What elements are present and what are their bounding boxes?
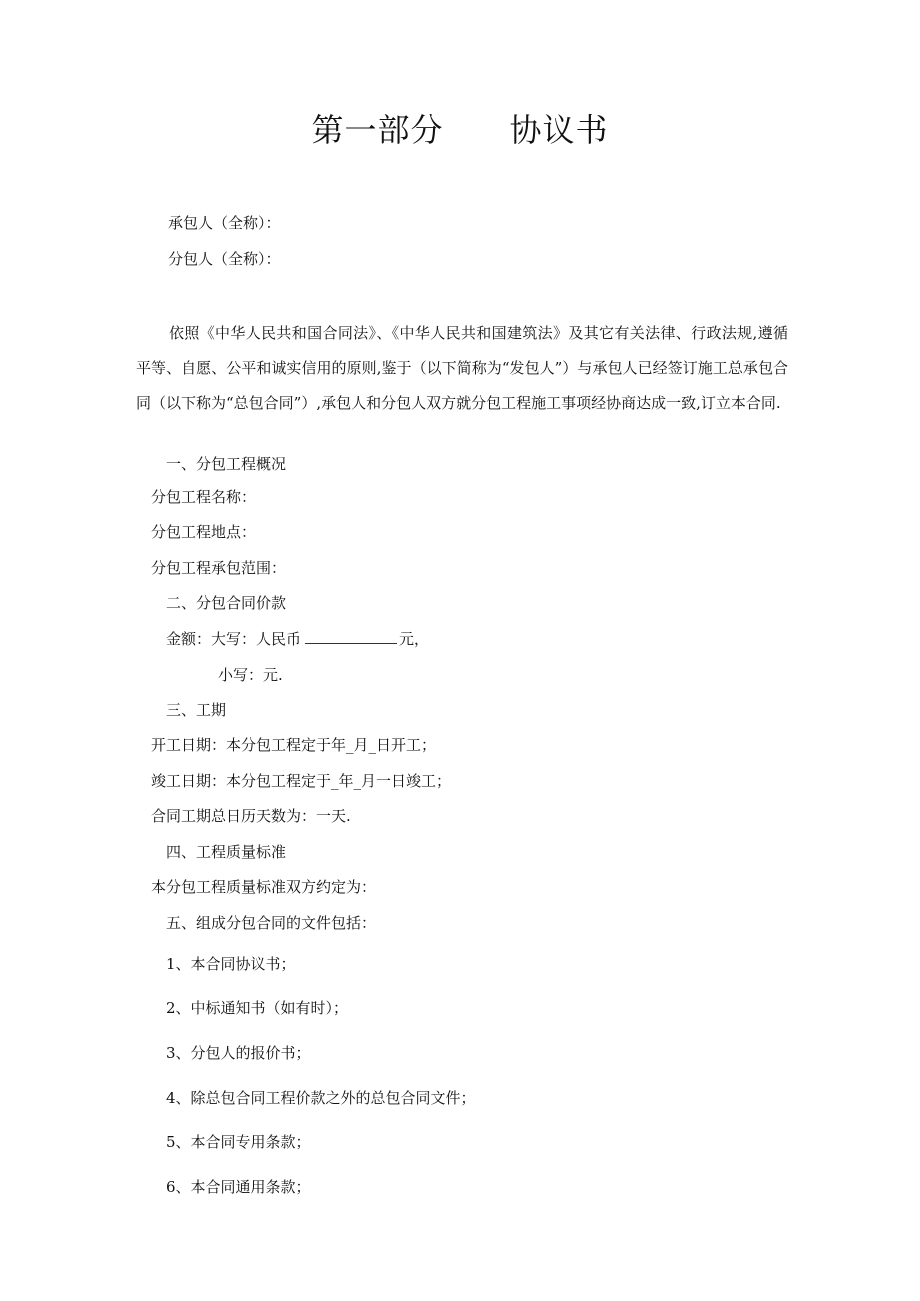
amount-upper-prefix: 金额：大写：人民币	[166, 630, 302, 648]
document-list-item: 1、本合同协议书；	[166, 955, 296, 973]
document-list-item: 4、除总包合同工程价款之外的总包合同文件；	[166, 1089, 476, 1107]
document-list-item: 5、本合同专用条款；	[166, 1133, 311, 1151]
amount-lower-line: 小写：元.	[218, 666, 283, 684]
subcontractor-name-line: 分包人（全称）：	[168, 250, 281, 268]
subcontract-project-location: 分包工程地点：	[151, 523, 257, 541]
amount-upper-line	[166, 628, 429, 650]
section-heading-overview: 一、分包工程概况	[166, 455, 287, 473]
start-date-line: 开工日期：本分包工程定于年_月_日开工；	[151, 736, 437, 754]
section-heading-price: 二、分包合同价款	[166, 594, 287, 612]
total-days-line: 合同工期总日历天数为：一天.	[151, 807, 351, 825]
completion-date-line: 竣工日期：本分包工程定于_年_月一日竣工；	[151, 772, 452, 790]
subcontract-project-name: 分包工程名称：	[151, 488, 257, 506]
section-heading-duration: 三、工期	[166, 701, 227, 719]
subcontract-project-scope: 分包工程承包范围：	[151, 559, 287, 577]
amount-upper-suffix: 元，	[399, 630, 430, 648]
contractor-name-line: 承包人（全称）：	[168, 214, 281, 232]
intro-paragraph: 依照《中华人民共和国合同法》、《中华人民共和国建筑法》及其它有关法律、行政法规,遵循平等、自愿、公平和诚实信用的原则,鉴于（以下简称为“发包人”）与承包人已经签订施工总承包合同（以下称为“总包合同”）,承包人和分包人双方就分包工程施工事项经协商达成一致,订立本合同.	[136, 324, 788, 412]
amount-blank	[305, 629, 397, 644]
section-heading-quality: 四、工程质量标准	[166, 843, 287, 861]
document-list-item: 6、本合同通用条款；	[166, 1178, 311, 1196]
document-list-item: 3、分包人的报价书；	[166, 1044, 311, 1062]
quality-standard-line: 本分包工程质量标准双方约定为：	[151, 878, 377, 896]
document-title: 第一部分 协议书	[311, 111, 609, 149]
section-heading-documents: 五、组成分包合同的文件包括：	[166, 914, 377, 932]
document-list-item: 2、中标通知书（如有时）；	[166, 999, 349, 1017]
